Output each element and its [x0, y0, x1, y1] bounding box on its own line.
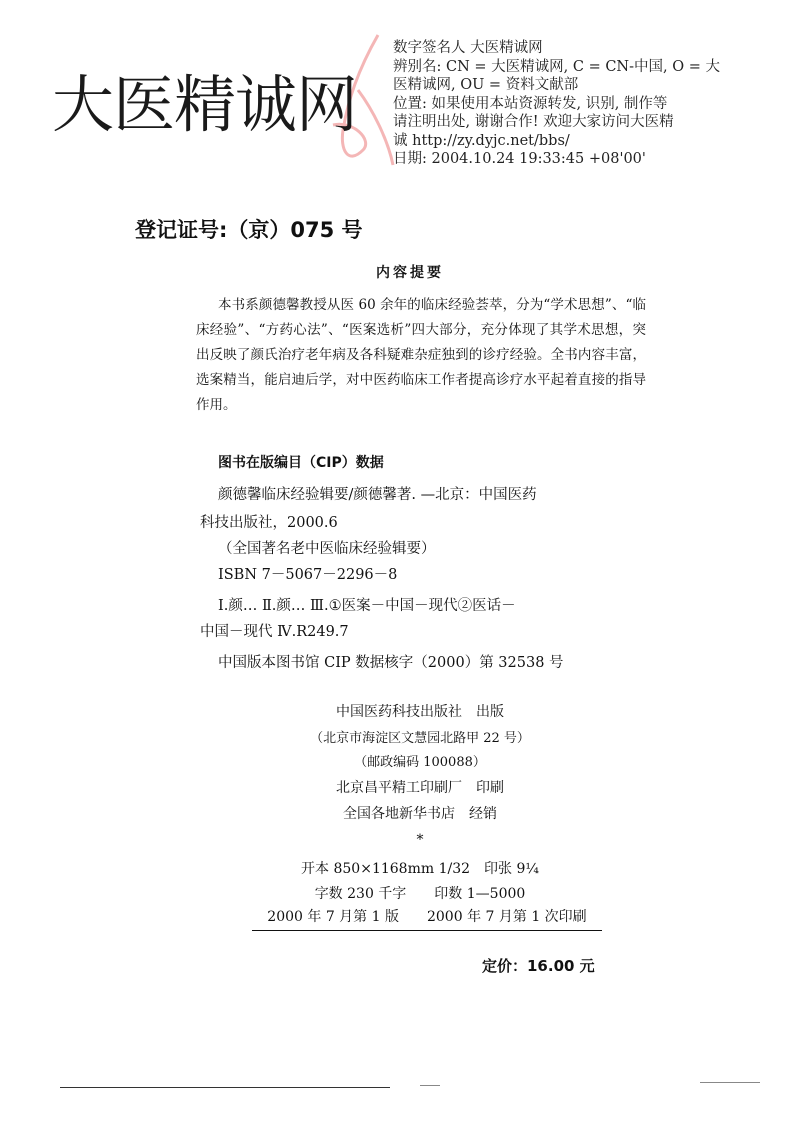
- cip-line: 中国－现代 Ⅳ.R249.7: [200, 624, 349, 640]
- format-line: 开本 850×1168mm 1/32 印张 9¼: [301, 861, 539, 877]
- cip-line: 颜德馨临床经验辑要/颜德馨著. —北京：中国医药: [218, 487, 537, 503]
- publisher-address: （北京市海淀区文慧园北路甲 22 号）: [310, 731, 530, 746]
- wordcount-line: 字数 230 千字 印数 1—5000: [314, 886, 526, 902]
- cip-line: 科技出版社，2000.6: [200, 515, 338, 531]
- publisher-postcode: （邮政编码 100088）: [354, 755, 486, 770]
- edition-line: 2000 年 7 月第 1 版 2000 年 7 月第 1 次印刷: [252, 906, 602, 931]
- cip-line: （全国著名老中医临床经验辑要）: [218, 541, 436, 557]
- price: 定价：16.00 元: [482, 957, 595, 975]
- separator-star: *: [416, 832, 424, 848]
- signature-line: 数字签名人 大医精诚网: [393, 40, 543, 56]
- scan-edge-line: [420, 1085, 440, 1086]
- digital-signature-block: [393, 39, 720, 169]
- signature-line: 诚 http://zy.dyjc.net/bbs/: [393, 132, 570, 149]
- scan-edge-line: [60, 1087, 390, 1088]
- signature-line: 辨别名: CN = 大医精诚网, C = CN-中国, O = 大: [393, 58, 720, 75]
- cip-line: Ⅰ.颜… Ⅱ.颜… Ⅲ.①医案－中国－现代②医话－: [218, 598, 516, 614]
- publisher-line: 中国医药科技出版社 出版: [336, 704, 504, 720]
- printer-line: 北京昌平精工印刷厂 印刷: [336, 780, 504, 796]
- site-logo: 大医精诚网: [52, 68, 358, 141]
- registration-number: 登记证号:（京）075 号: [135, 218, 363, 242]
- distributor-line: 全国各地新华书店 经销: [343, 806, 497, 822]
- cip-line: 中国版本图书馆 CIP 数据核字（2000）第 32538 号: [218, 655, 564, 671]
- signature-line: 请注明出处, 谢谢合作! 欢迎大家访问大医精: [393, 114, 674, 130]
- signature-line: 医精诚网, OU = 资料文献部: [393, 77, 579, 93]
- cip-isbn: ISBN 7－5067－2296－8: [218, 567, 398, 583]
- signature-line: 日期: 2004.10.24 19:33:45 +08'00': [393, 151, 646, 167]
- scan-edge-line: [700, 1082, 760, 1083]
- abstract-title: 内容提要: [376, 265, 444, 281]
- signature-line: 位置: 如果使用本站资源转发, 识别, 制作等: [393, 95, 668, 112]
- abstract-body: 本书系颜德馨教授从医 60 余年的临床经验荟萃，分为“学术思想”、“临床经验”、“方药心法”、“医案选析”四大部分，充分体现了其学术思想，突出反映了颜氏治疗老年病及各科疑难杂症独到的诊疗经验。全书内容丰富，选案精当，能启迪后学，对中医药临床工作者提高诊疗水平起着直接的指导作用。: [196, 297, 646, 413]
- cip-heading: 图书在版编目（CIP）数据: [218, 455, 384, 471]
